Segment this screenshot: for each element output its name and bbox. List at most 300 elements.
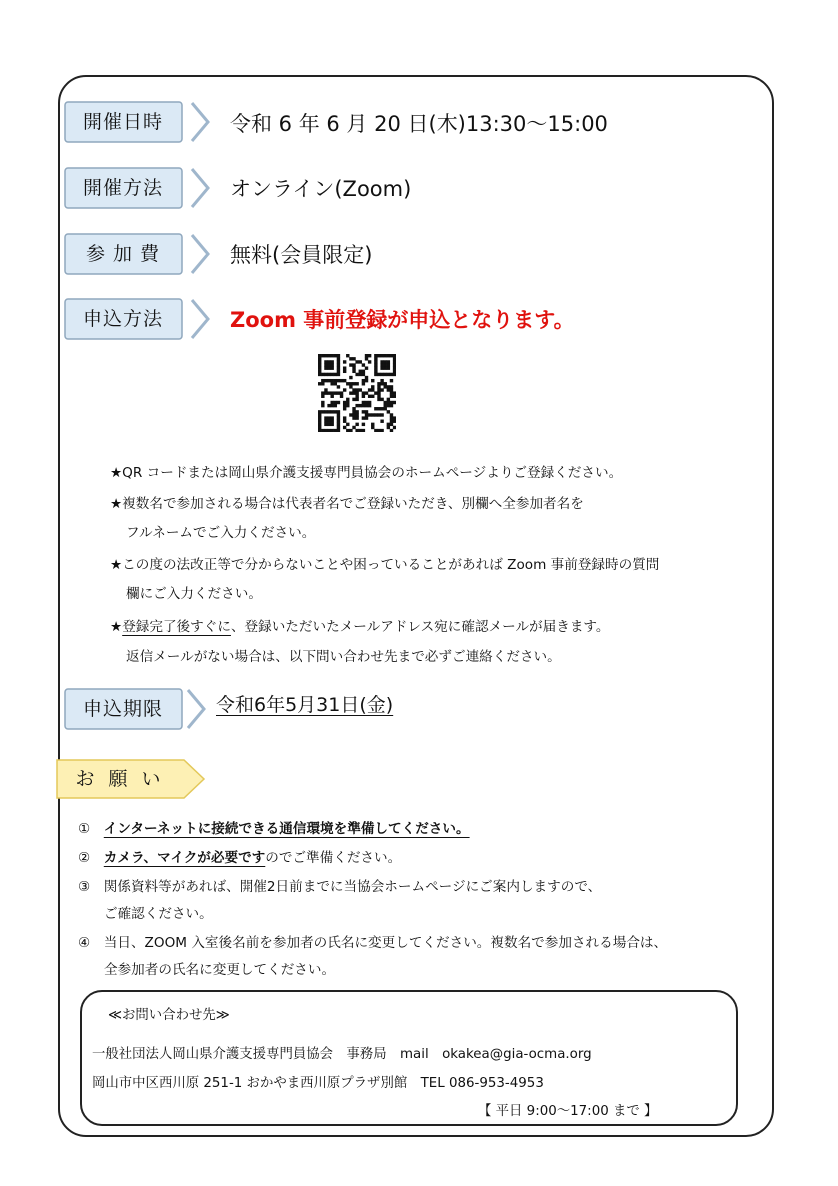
qr-module [377, 382, 380, 385]
qr-module [352, 391, 355, 394]
qr-module [380, 388, 383, 391]
tag-apply-label: 申込方法 [82, 308, 163, 330]
apply-value: Zoom 事前登録が申込となります。 [230, 308, 575, 332]
qr-module [374, 360, 377, 363]
qr-module [318, 370, 321, 373]
qr-module [343, 366, 346, 369]
qr-module [393, 373, 396, 376]
qr-module [327, 429, 330, 432]
qr-module [393, 391, 396, 394]
note-line: ★この度の法改正等で分からないことや困っていることがあれば Zoom 事前登録時の質問 [110, 557, 660, 573]
note-line: 返信メールがない場合は、以下問い合わせ先まで必ずご連絡ください。 [126, 649, 561, 665]
qr-module [330, 382, 333, 385]
qr-module [374, 366, 377, 369]
qr-module [355, 410, 358, 413]
qr-module [343, 370, 346, 373]
qr-module [327, 391, 330, 394]
qr-module [365, 357, 368, 360]
qr-module [384, 354, 387, 357]
qr-module [337, 360, 340, 363]
qr-module [321, 382, 324, 385]
qr-module [387, 401, 390, 404]
qr-module [321, 429, 324, 432]
qr-module [377, 354, 380, 357]
qr-module [387, 410, 390, 413]
qr-module [330, 423, 333, 426]
qr-module [387, 426, 390, 429]
qr-module [362, 410, 365, 413]
qr-module [371, 379, 374, 382]
qr-module [330, 391, 333, 394]
qr-module [330, 401, 333, 404]
qr-module [362, 423, 365, 426]
qr-module [321, 410, 324, 413]
tag-fee-label: 参 加 費 [85, 243, 161, 265]
qr-module [337, 370, 340, 373]
qr-module [337, 373, 340, 376]
qr-module [380, 366, 383, 369]
qr-module [318, 416, 321, 419]
qr-module [352, 366, 355, 369]
note-line: フルネームでご入力ください。 [126, 525, 316, 541]
qr-module [362, 395, 365, 398]
qr-module [390, 423, 393, 426]
qr-module [362, 391, 365, 394]
request-emphasis: カメラ、マイクが必要です [103, 850, 266, 866]
qr-module [352, 398, 355, 401]
qr-module [390, 416, 393, 419]
qr-module [343, 360, 346, 363]
qr-module [337, 410, 340, 413]
qr-module [377, 413, 380, 416]
qr-module [355, 382, 358, 385]
qr-module [355, 395, 358, 398]
qr-module [337, 354, 340, 357]
qr-module [318, 360, 321, 363]
request-num: ② [78, 850, 91, 866]
qr-module [334, 391, 337, 394]
qr-module [349, 385, 352, 388]
qr-module [346, 404, 349, 407]
qr-module [330, 416, 333, 419]
qr-module [324, 410, 327, 413]
qr-module [380, 373, 383, 376]
qr-module [362, 373, 365, 376]
note-star: ★ [110, 619, 123, 635]
qr-module [365, 401, 368, 404]
qr-module [387, 366, 390, 369]
qr-module [324, 354, 327, 357]
qr-module [384, 360, 387, 363]
qr-module [337, 385, 340, 388]
qr-module [349, 376, 352, 379]
qr-module [365, 354, 368, 357]
qr-module [355, 429, 358, 432]
qr-module [327, 420, 330, 423]
qr-module [346, 423, 349, 426]
qr-module [330, 420, 333, 423]
request-text: 関係資料等があれば、開催2日前までに当協会ホームページにご案内しますので、 [103, 879, 602, 895]
qr-module [359, 360, 362, 363]
arrow-method-icon [188, 167, 212, 209]
qr-module [337, 426, 340, 429]
qr-module [377, 395, 380, 398]
note-line: ★複数名で参加される場合は代表者名でご登録いただき、別欄へ全参加者名を [110, 496, 584, 512]
qr-module [321, 401, 324, 404]
qr-module [321, 395, 324, 398]
qr-module [387, 354, 390, 357]
qr-module [387, 360, 390, 363]
qr-module [343, 401, 346, 404]
contact-hours: 【 平日 9:00～17:00 まで 】 [478, 1104, 658, 1119]
qr-module [371, 426, 374, 429]
qr-module [387, 385, 390, 388]
qr-module [330, 366, 333, 369]
request-num: ① [78, 821, 91, 837]
qr-module [349, 429, 352, 432]
qr-module [355, 360, 358, 363]
arrow-date-icon [188, 101, 212, 143]
qr-module [324, 416, 327, 419]
qr-module [318, 354, 321, 357]
qr-module [362, 429, 365, 432]
arrow-fee-icon [188, 233, 212, 275]
qr-module [365, 413, 368, 416]
qr-module [393, 401, 396, 404]
qr-module [321, 404, 324, 407]
qr-module [352, 388, 355, 391]
qr-module [324, 379, 327, 382]
request-num: ③ [78, 879, 91, 895]
qr-module [321, 354, 324, 357]
qr-module [371, 385, 374, 388]
qr-module [365, 416, 368, 419]
request-emphasis: インターネットに接続できる通信環境を準備してください。 [103, 821, 470, 837]
qr-module [371, 388, 374, 391]
qr-module [346, 382, 349, 385]
fee-value: 無料(会員限定) [230, 243, 373, 267]
qr-module [343, 426, 346, 429]
qr-module [330, 379, 333, 382]
qr-module [340, 395, 343, 398]
request-text: のでご準備ください。 [265, 850, 402, 866]
qr-module [359, 404, 362, 407]
qr-module [390, 385, 393, 388]
qr-module [352, 413, 355, 416]
qr-module [321, 391, 324, 394]
qr-module [359, 388, 362, 391]
qr-module [362, 382, 365, 385]
qr-module [355, 404, 358, 407]
qr-module [324, 429, 327, 432]
qr-module [365, 376, 368, 379]
qr-module [390, 429, 393, 432]
qr-module [324, 420, 327, 423]
qr-module [380, 360, 383, 363]
qr-module [362, 363, 365, 366]
qr-module [321, 373, 324, 376]
qr-module [390, 401, 393, 404]
qr-module [318, 366, 321, 369]
contact-address: 岡山市中区西川原 251-1 おかやま西川原プラザ別館 TEL 086-953-4953 [92, 1076, 544, 1091]
qr-module [343, 388, 346, 391]
qr-module [327, 416, 330, 419]
qr-module [377, 373, 380, 376]
qr-module [352, 416, 355, 419]
qr-module [390, 391, 393, 394]
qr-module [377, 398, 380, 401]
note-line: 欄にご入力ください。 [126, 586, 262, 602]
qr-module [387, 404, 390, 407]
qr-module [368, 404, 371, 407]
qr-module [349, 382, 352, 385]
qr-module [334, 404, 337, 407]
qr-module [380, 379, 383, 382]
qr-module [355, 391, 358, 394]
qr-module [362, 416, 365, 419]
qr-module [374, 354, 377, 357]
qr-module [349, 363, 352, 366]
qr-module [384, 407, 387, 410]
qr-module [346, 398, 349, 401]
note-line [110, 615, 610, 635]
qr-module [390, 404, 393, 407]
qr-module [324, 391, 327, 394]
qr-module [334, 373, 337, 376]
qr-module [387, 373, 390, 376]
qr-code-icon[interactable] [318, 354, 396, 432]
qr-module [362, 379, 365, 382]
qr-module [355, 388, 358, 391]
request-item [104, 958, 335, 978]
request-text: 全参加者の氏名に変更してください。 [104, 962, 336, 978]
qr-module [346, 354, 349, 357]
qr-module [324, 360, 327, 363]
qr-module [365, 391, 368, 394]
note-rest: 、登録いただいたメールアドレス宛に確認メールが届きます。 [230, 619, 610, 635]
tag-deadline-label: 申込期限 [82, 698, 163, 720]
date-value: 令和 6 年 6 月 20 日(木)13:30～15:00 [230, 112, 608, 136]
qr-module [324, 423, 327, 426]
qr-module [327, 404, 330, 407]
qr-module [337, 366, 340, 369]
qr-module [355, 398, 358, 401]
qr-module [324, 373, 327, 376]
qr-module [377, 407, 380, 410]
qr-module [359, 429, 362, 432]
qr-module [390, 354, 393, 357]
qr-module [337, 401, 340, 404]
qr-module [368, 360, 371, 363]
qr-module [318, 373, 321, 376]
qr-module [334, 410, 337, 413]
qr-module [374, 391, 377, 394]
qr-module [390, 420, 393, 423]
qr-module [346, 401, 349, 404]
qr-module [355, 416, 358, 419]
qr-module [330, 354, 333, 357]
request-item [78, 817, 470, 837]
qr-module [327, 354, 330, 357]
qr-module [334, 379, 337, 382]
qr-module [318, 363, 321, 366]
qr-module [343, 407, 346, 410]
qr-module [327, 379, 330, 382]
qr-module [318, 423, 321, 426]
qr-module [343, 416, 346, 419]
qr-module [365, 379, 368, 382]
qr-module [346, 429, 349, 432]
qr-module [337, 391, 340, 394]
qr-module [390, 395, 393, 398]
qr-module [384, 366, 387, 369]
qr-module [327, 410, 330, 413]
deadline-value: 令和6年5月31日(金) [216, 694, 394, 716]
qr-module [352, 370, 355, 373]
qr-module [380, 382, 383, 385]
qr-module [393, 366, 396, 369]
qr-module [374, 413, 377, 416]
qr-module [368, 354, 371, 357]
qr-module [384, 404, 387, 407]
request-item [104, 902, 213, 922]
request-num: ④ [78, 935, 91, 951]
request-item [78, 875, 601, 895]
qr-module [343, 404, 346, 407]
qr-module [374, 370, 377, 373]
qr-module [318, 426, 321, 429]
qr-module [327, 366, 330, 369]
qr-module [380, 420, 383, 423]
qr-module [318, 357, 321, 360]
qr-module [330, 360, 333, 363]
qr-module [393, 395, 396, 398]
qr-module [318, 410, 321, 413]
qr-module [368, 413, 371, 416]
qr-module [324, 388, 327, 391]
qr-module [384, 373, 387, 376]
qr-module [368, 401, 371, 404]
arrow-deadline-icon [184, 688, 208, 730]
qr-module [380, 429, 383, 432]
qr-module [337, 423, 340, 426]
qr-module [334, 401, 337, 404]
qr-module [349, 413, 352, 416]
qr-module [337, 416, 340, 419]
qr-module [349, 391, 352, 394]
qr-module [387, 398, 390, 401]
request-item [78, 846, 401, 866]
qr-module [387, 423, 390, 426]
qr-module [374, 373, 377, 376]
qr-module [384, 401, 387, 404]
qr-module [393, 357, 396, 360]
qr-module [380, 407, 383, 410]
qr-module [355, 413, 358, 416]
qr-module [377, 391, 380, 394]
qr-module [380, 398, 383, 401]
qr-module [318, 420, 321, 423]
request-text: 当日、ZOOM 入室後名前を参加者の氏名に変更してください。複数名で参加される場合は、 [103, 935, 668, 951]
qr-module [368, 388, 371, 391]
tag-requests-label: お 願 い [75, 768, 165, 790]
qr-module [327, 363, 330, 366]
qr-module [324, 366, 327, 369]
qr-module [318, 429, 321, 432]
qr-module [337, 429, 340, 432]
qr-module [393, 426, 396, 429]
qr-module [393, 420, 396, 423]
qr-module [327, 373, 330, 376]
qr-module [377, 429, 380, 432]
qr-module [377, 385, 380, 388]
qr-module [374, 429, 377, 432]
qr-module [330, 429, 333, 432]
qr-module [380, 413, 383, 416]
qr-module [393, 360, 396, 363]
qr-module [330, 363, 333, 366]
qr-module [334, 429, 337, 432]
qr-module [330, 395, 333, 398]
qr-module [371, 423, 374, 426]
request-text: ご確認ください。 [104, 906, 213, 922]
qr-module [337, 413, 340, 416]
qr-module [384, 385, 387, 388]
note-underlined: 登録完了後すぐに [122, 619, 231, 635]
qr-module [334, 382, 337, 385]
qr-module [352, 357, 355, 360]
qr-module [371, 395, 374, 398]
request-item [78, 931, 667, 951]
qr-module [371, 413, 374, 416]
qr-module [390, 373, 393, 376]
qr-module [355, 423, 358, 426]
qr-module [374, 363, 377, 366]
contact-heading: ≪お問い合わせ先≫ [108, 1008, 230, 1023]
qr-module [374, 407, 377, 410]
qr-module [343, 379, 346, 382]
qr-module [352, 363, 355, 366]
qr-module [393, 416, 396, 419]
arrow-apply-icon [188, 298, 212, 340]
qr-module [365, 404, 368, 407]
qr-module [330, 410, 333, 413]
qr-module [352, 410, 355, 413]
qr-module [334, 354, 337, 357]
qr-module [393, 354, 396, 357]
qr-module [327, 360, 330, 363]
qr-module [318, 382, 321, 385]
qr-module [362, 370, 365, 373]
tag-date-label: 開催日時 [82, 111, 163, 133]
qr-module [374, 357, 377, 360]
qr-module [387, 363, 390, 366]
qr-module [352, 407, 355, 410]
contact-org: 一般社団法人岡山県介護支援専門員協会 事務局 mail okakea@gia-ocma.org [92, 1047, 592, 1062]
qr-module [380, 354, 383, 357]
qr-module [390, 413, 393, 416]
qr-module [387, 388, 390, 391]
qr-module [384, 382, 387, 385]
qr-module [337, 363, 340, 366]
qr-module [343, 420, 346, 423]
qr-module [355, 373, 358, 376]
qr-module [380, 363, 383, 366]
method-value: オンライン(Zoom) [230, 177, 412, 201]
qr-module [393, 370, 396, 373]
qr-module [362, 401, 365, 404]
contact-box [80, 990, 738, 1126]
